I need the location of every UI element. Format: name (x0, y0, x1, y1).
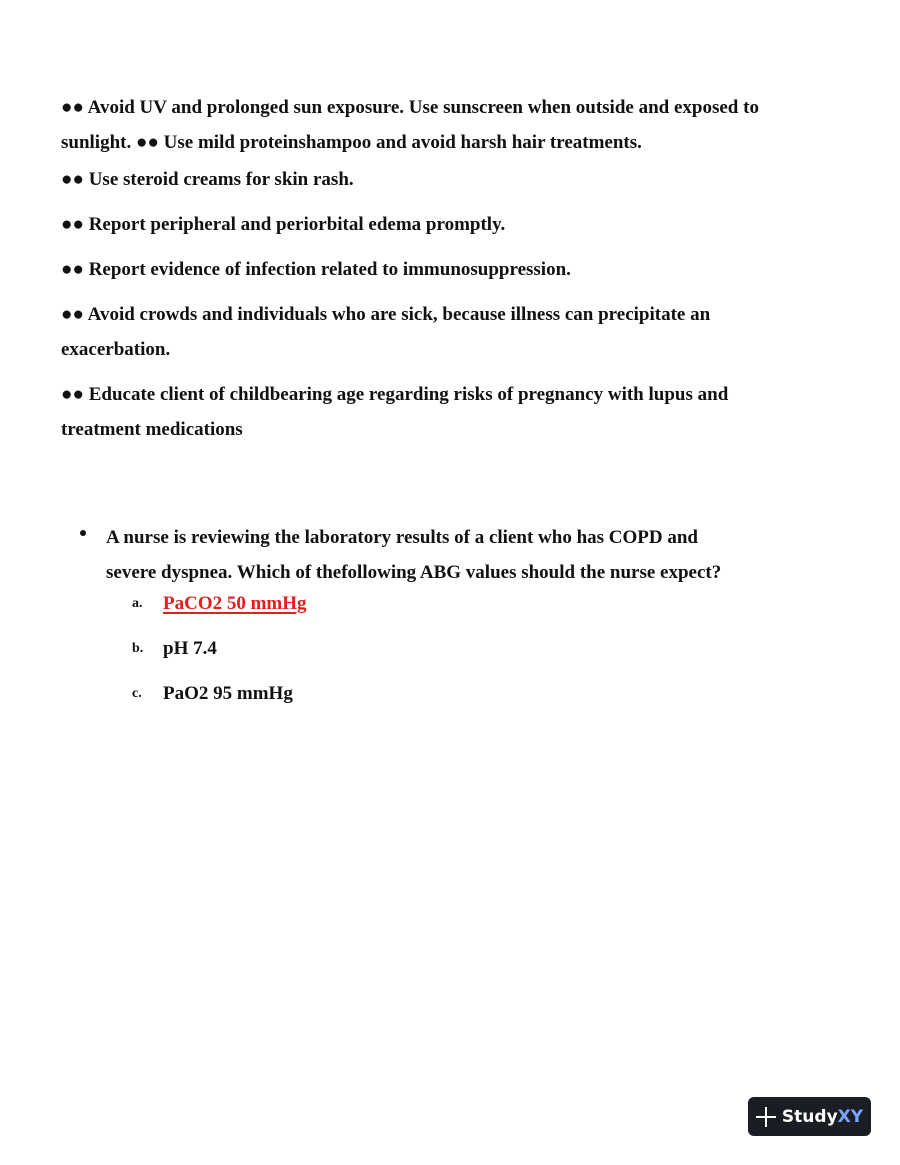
option-letter: a. (132, 596, 143, 611)
note-line: ●● Avoid UV and prolonged sun exposure. Use sunscreen when outside and exposed to (61, 97, 759, 118)
question-line: severe dyspnea. Which of thefollowing ABG values should the nurse expect? (106, 562, 722, 583)
note-line: ●● Avoid crowds and individuals who are sick, because illness can precipitate an (61, 304, 711, 325)
answer-option-b (132, 638, 217, 660)
option-text: PaO2 95 mmHg (163, 683, 293, 704)
question-stem (106, 520, 806, 590)
answer-option-c (132, 683, 293, 705)
note-infection (61, 252, 851, 287)
option-text-correct: PaCO2 50 mmHg (163, 593, 307, 614)
option-letter: b. (132, 641, 144, 656)
brand-name-study: Study (781, 1106, 838, 1127)
note-line: exacerbation. (61, 339, 171, 360)
note-line: sunlight. ●● Use mild proteinshampoo and avoid harsh hair treatments. (61, 132, 642, 153)
note-line: ●● Report evidence of infection related to immunosuppression. (61, 259, 571, 280)
note-line: ●● Report peripheral and periorbital edema promptly. (61, 214, 506, 235)
brand-name-xy: XY (837, 1106, 864, 1127)
note-line: treatment medications (61, 419, 243, 440)
studyxy-logo-badge[interactable] (748, 1097, 871, 1136)
note-line: ●● Educate client of childbearing age regarding risks of pregnancy with lupus and (61, 384, 729, 405)
brand-name (782, 1107, 863, 1127)
note-uv-sun-haircare (61, 90, 851, 160)
note-steroid-creams (61, 162, 851, 197)
bullet-icon (80, 530, 86, 536)
question-line: A nurse is reviewing the laboratory results of a client who has COPD and (106, 527, 698, 548)
option-text: pH 7.4 (163, 638, 217, 659)
note-childbearing (61, 377, 851, 447)
option-letter: c. (132, 686, 142, 701)
plus-icon (756, 1107, 776, 1127)
note-line: ●● Use steroid creams for skin rash. (61, 169, 354, 190)
note-avoid-crowds (61, 297, 851, 367)
note-edema (61, 207, 851, 242)
answer-option-a (132, 593, 307, 615)
